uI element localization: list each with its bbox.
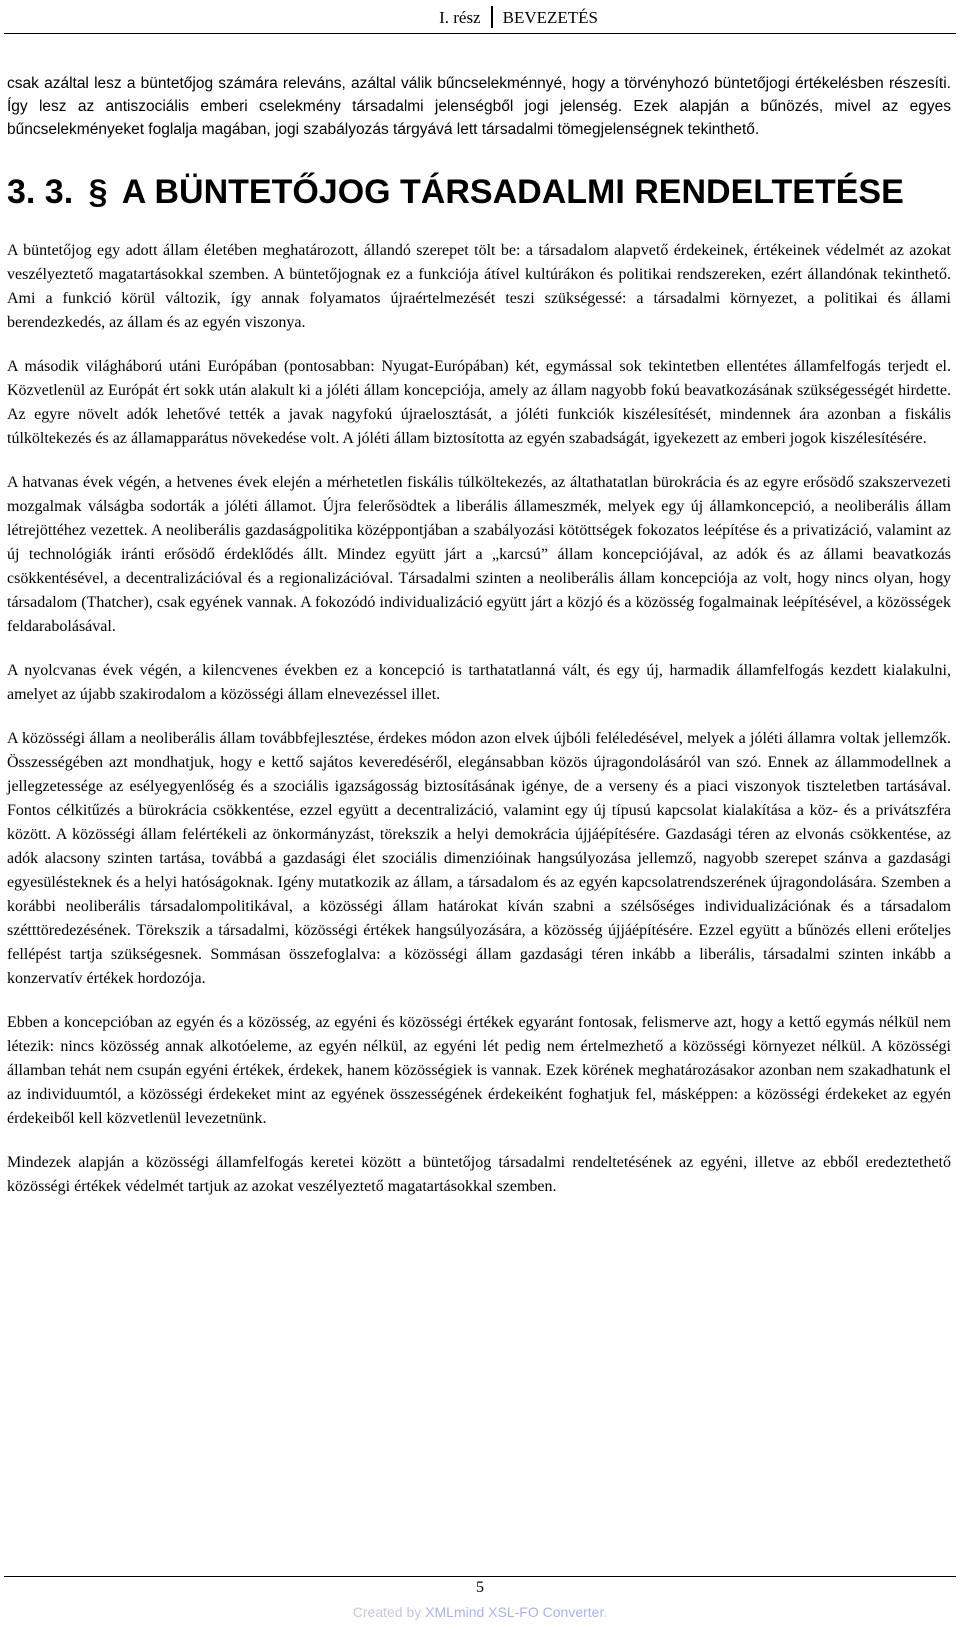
paragraph-gap — [7, 335, 951, 355]
page-number: 5 — [476, 1579, 484, 1596]
section-title: A BÜNTETŐJOG TÁRSADALMI RENDELTETÉSE — [121, 173, 904, 211]
paragraph-gap — [7, 991, 951, 1011]
paragraph-gap — [7, 639, 951, 659]
intro-paragraph: csak azáltal lesz a büntetőjog számára releváns, azáltal válik bűncselekménnyé, hogy a törvényhozó büntetőjogi értékelésben részesíti. Így lesz az antiszociális emberi cselekmény társadalmi jelenségből jogi jelenség. Ezek alapján a bűnözés, mivel az egyes bűncselekményeket foglalja magában, jogi szabályozás tárgyává lett társadalmi tömegjelenségnek tekinthető. — [7, 75, 951, 138]
converter-credit — [0, 1604, 960, 1620]
header-rule — [4, 33, 956, 34]
header-part-label: I. rész — [439, 8, 481, 27]
body-paragraph: Ebben a koncepcióban az egyén és a közösség, az egyéni és közösségi értékek egyaránt fontosak, felismerve azt, hogy a kettő egymás nélkül nem létezik: nincs közösség annak alkotóeleme, az egyén nélkül, az egyéni lét pedig nem értelmezhető a közösségi környezet nélkül. A közösségi államban tehát nem csupán egyéni értékek, érdekek, hanem közösségiek is vannak. Ezek körének meghatározásakor azonban nem szakadhatunk el az individuumtól, a közösségi érdekeket mint az egyének összességének érdekeiként foghatjuk fel, másképpen: a közösségi érdekeket az egyén érdekeiből kell közvetlenül levezetnünk. — [7, 1014, 951, 1127]
page-header — [0, 0, 960, 34]
paragraph-gap — [7, 1131, 951, 1151]
credit-suffix: . — [603, 1604, 608, 1620]
body-paragraph: A második világháború utáni Európában (pontosabban: Nyugat-Európában) két, egymással sok tekintetben ellentétes államfelfogás terjedt el. Közvetlenül az Európát ért sokk után alakult ki a jóléti állam koncepciója, amely az állam nagyobb fokú beavatkozásának szükségességét hirdette. Az egyre növelt adók lehetővé tették a javak nagyfokú újraelosztását, a jóléti funkciók kiszélesítését, mindennek ára azonban a fiskális túlköltekezés és az államapparátus növekedése volt. A jóléti állam biztosította az egyén szabadságát, igyekezett az emberi jogok kiszélesítésére. — [7, 358, 951, 447]
header-title: BEVEZETÉS — [502, 8, 598, 27]
page-content — [7, 72, 951, 1199]
credit-brand-link[interactable]: XMLmind XSL-FO Converter — [425, 1604, 604, 1620]
body-paragraph: A közösségi állam a neoliberális állam továbbfejlesztése, érdekes módon azon elvek újbóli feléledésével, melyek a jóléti államra voltak jellemzők. Összességében azt mondhatjuk, hogy e kettő sajátos keveredéséről, elegánsabban közös újragondolásáról van szó. Ennek az állammodellnek a jellegzetessége az esélyegyenlőség és a szociális igazságosság biztosításának igénye, de a verseny és a piaci viszonyok tiszteletben tartásával. Fontos célkitűzés a bürokrácia csökkentése, ezzel együtt a decentralizáció, valamint egy új típusú kapcsolat kialakítása a köz- és a privátszféra között. A közösségi állam felértékeli az önkormányzást, törekszik a helyi demokrácia újjáépítésére. Gazdasági téren az elvonás csökkentése, az adók alacsony szinten tartása, továbbá a gazdasági élet szociális dimenzióinak hangsúlyozása jellemző, nagyobb szerepet szánva a gazdasági egyesülésteknek és a helyi hatóságoknak. Igény mutatkozik az állam, a társadalom és az egyén kapcsolatrendszerének újragondolására. Szemben a korábbi neoliberális társadalompolitikával, a közösségi állam határokat kíván szabni a szélsőséges individualizációnak és a társadalom szétttöredezésének. Törekszik a társadalmi, közösségi értékek hangsúlyozására, a közösség újjáépítésére. Ezzel együtt a bűnözés elleni erőteljes fellépést tartja szükségesnek. Sommásan összefoglalva: a közösségi állam gazdasági téren inkább a liberális, társadalmi szinten inkább a konzervatív értékek hordozója. — [7, 730, 951, 987]
paragraph-gap — [7, 707, 951, 727]
section-symbol: § — [88, 173, 108, 211]
running-header — [439, 6, 598, 28]
body-paragraph: A büntetőjog egy adott állam életében meghatározott, állandó szerepet tölt be: a társadalom alapvető érdekeinek, értékeinek védelmét az azokat veszélyeztető magatartásokkal szemben. A büntetőjognak ez a funkciója átível kultúrákon és politikai rendszereken, ezért állandónak tekinthető. Ami a funkció körül változik, így annak folyamatos újraértelmezését teszi szükségessé: a társadalmi környezet, a politikai és állami berendezkedés, az állam és az egyén viszonya. — [7, 242, 951, 331]
footer-rule — [4, 1576, 956, 1577]
paragraph-gap — [7, 451, 951, 471]
section-number: 3. 3. — [7, 173, 74, 211]
body-paragraph: Mindezek alapján a közösségi államfelfogás keretei között a büntetőjog társadalmi rendeltetésének az egyéni, illetve az ebből eredeztethető közösségi értékek védelmét tartjuk az azokat veszélyeztető magatartásokkal szemben. — [7, 1154, 951, 1195]
body-paragraph: A hatvanas évek végén, a hetvenes évek elején a mérhetetlen fiskális túlköltekezés, az áltathatatlan bürokrácia és az egyre erősödő szakszervezeti mozgalmak válságba sodorták a jóléti államot. Újra felerősödtek a liberális állameszmék, melyek egy új államkoncepció, a neoliberális állam létrejöttéhez vezettek. A neoliberális gazdaságpolitika középpontjában a szabályozási kötöttségek fokozatos leépítése és a privatizáció, valamint az új technológiák iránti erősödő érdeklődés állt. Mindez együtt járt a „karcsú” állam koncepciójával, az adók és az állami beavatkozás csökkentésével, a decentralizációval és a regionalizációval. Társadalmi szinten a neoliberális állam koncepciója az volt, hogy nincs olyan, hogy társadalom (Thatcher), csak egyének vannak. A fokozódó individualizáció együtt járt a közjó és a közösség fogalmainak leépítésével, a közösségek feldarabolásával. — [7, 474, 951, 635]
header-separator — [491, 6, 493, 28]
credit-prefix: Created by — [352, 1604, 426, 1620]
section-heading — [7, 171, 951, 213]
body-paragraph: A nyolcvanas évek végén, a kilencvenes években ez a koncepció is tarthatatlanná vált, és egy új, harmadik államfelfogás kezdett kialakulni, amelyet az újabb szakirodalom a közösségi állam elnevezéssel illet. — [7, 662, 951, 703]
